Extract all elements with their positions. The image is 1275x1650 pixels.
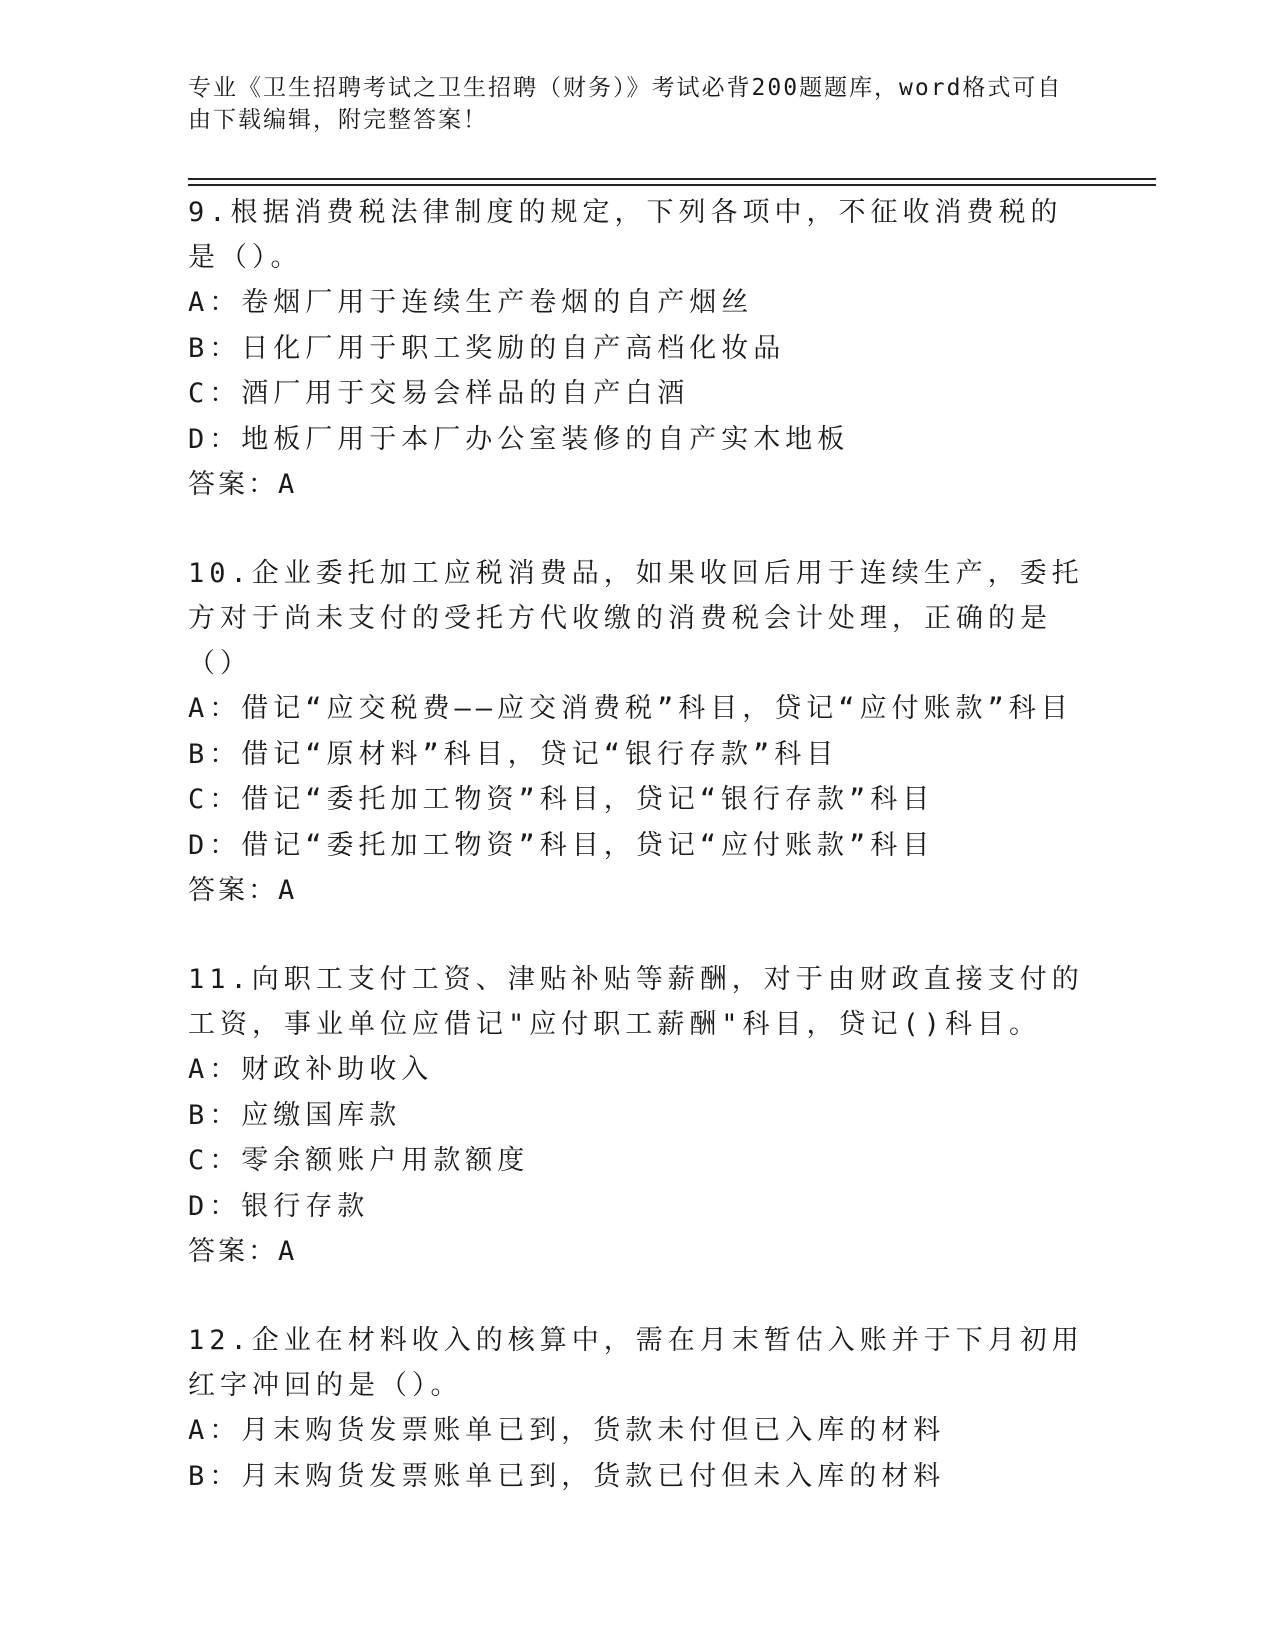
option-d: D：借记“委托加工物资”科目，贷记“应付账款”科目	[188, 829, 935, 861]
answer: 答案：A	[188, 1236, 298, 1267]
option-a: A：月末购货发票账单已到，货款未付但已入库的材料	[188, 1415, 946, 1446]
option-b: B：借记“原材料”科目，贷记“银行存款”科目	[188, 738, 839, 770]
option-d: D：银行存款	[188, 1190, 370, 1222]
option-b: B：月末购货发票账单已到，货款已付但未入库的材料	[188, 1460, 946, 1492]
question-stem: 9.根据消费税法律制度的规定，下列各项中，不征收消费税的是（）。	[188, 197, 1063, 273]
header-rule-top	[188, 178, 1156, 180]
option-c: C：借记“委托加工物资”科目，贷记“银行存款”科目	[188, 784, 935, 815]
option-d: D：地板厂用于本厂办公室装修的自产实木地板	[188, 423, 850, 455]
question-12	[188, 1318, 1088, 1499]
option-a: A：借记“应交税费——应交消费税”科目，贷记“应付账款”科目	[188, 693, 1073, 724]
question-list	[188, 190, 1088, 1542]
option-c: C：酒厂用于交易会样品的自产白酒	[188, 378, 690, 409]
answer: 答案：A	[188, 469, 298, 500]
question-9	[188, 190, 1088, 508]
question-stem: 12.企业在材料收入的核算中，需在月末暂估入账并于下月初用红字冲回的是（）。	[188, 1325, 1084, 1401]
document-header: 专业《卫生招聘考试之卫生招聘（财务）》考试必背200题题库，word格式可自由下载编辑，附完整答案！	[188, 75, 1063, 133]
question-stem: 11.向职工支付工资、津贴补贴等薪酬，对于由财政直接支付的工资，事业单位应借记"应付职工薪酬"科目，贷记()科目。	[188, 964, 1084, 1040]
answer: 答案：A	[188, 875, 298, 906]
option-a: A：卷烟厂用于连续生产卷烟的自产烟丝	[188, 287, 754, 318]
header-rule-bottom	[188, 184, 1156, 186]
option-a: A：财政补助收入	[188, 1054, 434, 1085]
option-b: B：应缴国库款	[188, 1099, 402, 1131]
question-stem: 10.企业委托加工应税消费品，如果收回后用于连续生产，委托方对于尚未支付的受托方代收缴的消费税会计处理，正确的是（）	[188, 558, 1084, 679]
question-11	[188, 957, 1088, 1275]
option-b: B：日化厂用于职工奖励的自产高档化妆品	[188, 332, 786, 364]
option-c: C：零余额账户用款额度	[188, 1145, 530, 1176]
question-10	[188, 551, 1088, 914]
